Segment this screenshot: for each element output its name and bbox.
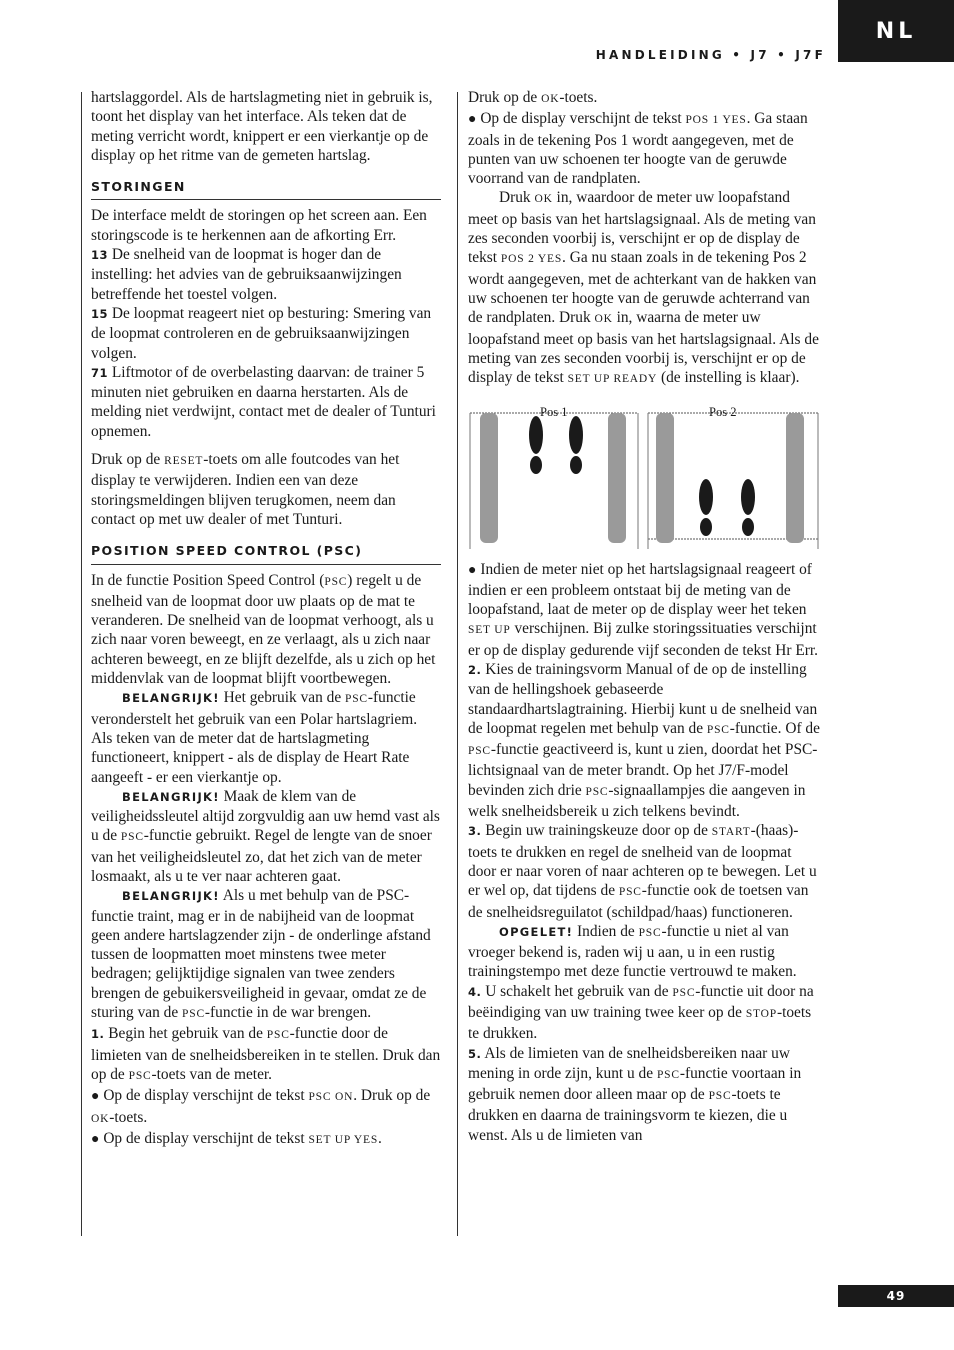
key-name: PSC — [706, 723, 730, 736]
text: Maak de klem van de veiligheidssleutel altijd zorgvuldig aan uw hemd vast als u de — [91, 787, 440, 845]
step-5 — [468, 1044, 820, 1145]
text: verschijnen. Bij zulke storingssituaties verschijnt er op de display gedurende vijf seconden de tekst Hr Err. — [468, 620, 819, 659]
display-text: PSC ON — [308, 1091, 354, 1104]
text: Druk op de — [468, 89, 542, 106]
bullet-icon: ● — [91, 1089, 100, 1105]
text: -functie geactiveerd is, kunt u zien, doordat het PSC-lichtsignaal van de meter brandt. Op het J7/F-model bevinden zich drie — [468, 741, 818, 799]
step-4 — [468, 982, 820, 1044]
bullet-item — [468, 560, 820, 659]
step-number: 5. — [468, 1046, 482, 1061]
section-heading-psc: POSITION SPEED CONTROL (PSC) — [91, 541, 441, 564]
text: Begin uw trainingskeuze door op de — [481, 822, 712, 840]
key-name: PSC — [656, 1068, 680, 1081]
paragraph: De interface meldt de storingen op het screen aan. Een storingscode is te herkennen aan de afkorting Err. — [91, 207, 427, 244]
key-name: PSC — [468, 745, 491, 758]
text: -functie door de limieten van de snelheidsbereiken in te stellen. Druk dan op de — [91, 1025, 441, 1083]
display-text: POS 1 YES — [685, 114, 747, 127]
column-rule-middle — [457, 92, 458, 1236]
step-number: 1. — [91, 1027, 105, 1042]
bullet-icon: ● — [91, 1131, 100, 1147]
text: In de functie Position Speed Control ( — [91, 571, 325, 589]
text: -functie. Of de — [729, 719, 820, 737]
language-tab: NL — [838, 0, 954, 62]
key-name: PSC — [672, 986, 696, 999]
text: U schakelt het gebruik van de — [481, 982, 673, 1000]
text: -functie veronderstelt het gebruik van een Polar hartslagriem. Als teken van de meter dat de hartslagmeting functioneert, knippert - als de display de Heart Rate aangeeft - er een vierkantje op. — [91, 689, 418, 786]
error-text: Liftmotor of de overbelasting daarvan: de trainer 5 minuten niet gebruiken en daarna herstarten. Als de melding niet verdwijnt, contact met de dealer of Tunturi opnemen. — [91, 363, 436, 440]
step-2 — [468, 660, 820, 821]
step-3 — [468, 821, 820, 921]
error-text: De loopmat reageert niet op besturing: Smering van de loopmat controleren en de gebruiksaanwijzingen volgen. — [91, 304, 432, 362]
notice-tag: BELANGRIJK! — [122, 889, 220, 904]
display-text: SET UP READY — [567, 373, 658, 386]
bullet-item — [91, 1129, 441, 1150]
left-column — [91, 88, 441, 1150]
error-item-13 — [91, 245, 441, 304]
paragraph — [468, 88, 820, 109]
paragraph: hartslaggordel. Als de hartslagmeting niet in gebruik is, toont het display van het interface. Als teken dat de meting verricht wordt, knippert er een vierkantje op de display op het ritme van de gemeten hartslag. — [91, 89, 433, 164]
step-number: 4. — [468, 984, 482, 999]
bullet-item — [468, 109, 820, 188]
text: -functie in de war brengen. — [204, 1004, 372, 1022]
text: Het gebruik van de — [219, 689, 346, 707]
error-code: 15 — [91, 306, 109, 321]
key-name: OK — [534, 193, 553, 206]
text: -toets te drukken. — [468, 1003, 812, 1043]
notice-tag: BELANGRIJK! — [122, 789, 220, 804]
text: . Druk op de — [353, 1087, 431, 1105]
text: -functie ook de toetsen van de snelheidsreguilatot (schildpad/haas) functioneren. — [468, 882, 809, 921]
paragraph — [91, 450, 441, 529]
text: -toets. — [109, 1108, 148, 1126]
key-name: OK — [541, 93, 560, 105]
key-name: PSC — [128, 1069, 152, 1082]
bullet-icon: ● — [468, 563, 477, 579]
key-name: PSC — [120, 831, 144, 844]
column-rule-left — [81, 92, 82, 1236]
manual-title: HANDLEIDING • J7 • J7F — [595, 48, 826, 62]
key-name: PSC — [708, 1090, 732, 1103]
error-code: 13 — [91, 248, 109, 263]
step-number: 3. — [468, 824, 482, 839]
text: Op de display verschijnt de tekst — [99, 1087, 309, 1105]
text: -toets te drukken en daarna de trainingsvorm te kiezen, die u wenst. Als u de limieten van — [468, 1086, 788, 1144]
key-name: OK — [594, 313, 613, 326]
text: -functie u niet al van vroeger bekend is, raden wij u aan, u in een rustig trainingstempo met deze functie vertrouwd te maken. — [468, 922, 797, 981]
text: . Ga nu staan zoals in de tekening Pos 2 wordt aangegeven, met de achterkant van de hakken van uw schoenen ter hoogte van de geruwde achterrand van de randplaten. Druk — [468, 249, 817, 327]
text: -toets van de meter. — [151, 1065, 273, 1083]
text: -(haas)-toets te drukken en regel de snelheid van de loopmat door er naar voren of naar achteren op te bewegen. Let u er wel op, dat tijdens de — [468, 822, 817, 900]
bullet-icon: ● — [468, 112, 477, 128]
display-text: SET UP YES — [308, 1133, 379, 1146]
text: Druk — [499, 189, 535, 207]
section-heading-storingen: STORINGEN — [91, 177, 441, 200]
text: . Ga staan zoals in de tekening Pos 1 wordt aangegeven, met de punten van uw schoenen ter hoogte van de geruwde voorrand van de randplaten. — [468, 110, 808, 188]
text: (de instelling is klaar). — [657, 369, 800, 387]
text: Druk op de — [91, 451, 165, 469]
text: Indien de meter niet op het hartslagsignaal reageert of indien er een probleem ontstaat bij de meting van de loopafstand, laat de meter op de display weer het teken — [468, 561, 812, 619]
text: -signaallampjes die aangeven in welk snelheidsbereik u zich telkens bevindt. — [468, 781, 806, 821]
text: ) regelt u de snelheid van de loopmat door uw plaats op de mat te veranderen. De snelheid van de loopmat verhoogt, als u zich naar voren beweegt, en ze verlaagt, als u zich naar achteren beweegt, en ze blijft dezelfde, als u zich op het middenvlak van de loopmat blijft voortbewegen. — [91, 571, 436, 688]
error-text: De snelheid van de loopmat is hoger dan de instelling: het advies van de gebruiksaanwijzingen betreffende het toestel volgen. — [91, 246, 402, 303]
notice-tag: OPGELET! — [499, 924, 574, 939]
key-name: PSC — [266, 1029, 290, 1042]
display-text: POS 2 YES — [500, 253, 563, 266]
key-name: PSC — [345, 693, 368, 706]
key-name: STOP — [745, 1007, 777, 1020]
text: Kies de trainingsvorm Manual of de op de instelling van de hellingshoek gebaseerde standaardhartslagtraining. Hierbij kunt u de snelheid van de loopmat regelen met behulp van de — [468, 660, 818, 737]
text: Als de limieten van de snelheidsbereiken naar uw mening in orde zijn, kunt u de — [468, 1044, 790, 1082]
text: -functie uit door na beëindiging van uw training twee keer op de — [468, 982, 814, 1021]
text: -functie gebruikt. Regel de lengte van de snoer van het veiligheidsleutel zo, dat het zich van de meter losmaakt, als u te ver naar achteren gaat. — [91, 827, 432, 885]
position-figure — [468, 399, 820, 551]
notice-tag: BELANGRIJK! — [122, 691, 220, 706]
key-name: PSC — [585, 785, 609, 798]
notice-paragraph — [91, 787, 441, 886]
text: Indien de — [573, 922, 639, 940]
figure-label-pos1: Pos 1 — [540, 405, 568, 420]
right-column — [468, 88, 820, 1145]
error-item-71 — [91, 363, 441, 441]
text: Begin het gebruik van de — [104, 1025, 267, 1043]
key-name: PSC — [324, 575, 348, 588]
display-text: SET UP — [468, 624, 511, 637]
key-name: PSC — [638, 926, 662, 939]
error-item-15 — [91, 304, 441, 363]
page-number: 49 — [838, 1285, 954, 1307]
text: -toets om alle foutcodes van het display te verwijderen. Indien een van deze storingsmeldingen blijven terugkomen, neem dan contact op met uw dealer of met Tunturi. — [91, 451, 400, 528]
text: in, waardoor de meter uw loopafstand meet op basis van het hartslagsignaal. Als de meting van zes seconden voorbij is, verschijnt er op de display de tekst — [468, 189, 816, 267]
key-name: OK — [91, 1112, 110, 1125]
step-1 — [91, 1024, 441, 1086]
text: Als u met behulp van de PSC-functie traint, mag er in de nabijheid van de loopmat geen andere hartslagzender zijn - de onderlinge afstand tussen de loopmatten moet minstens twee meter bedragen; gelijktijdige signalen van twee zenders brengen de gebuikersveiligheid in gevaar, omdat ze de sturing van de — [91, 887, 431, 1022]
notice-paragraph — [91, 688, 441, 786]
paragraph — [91, 571, 441, 689]
text: -functie voortaan in gebruik nemen door alleen maar op de — [468, 1064, 802, 1104]
key-name: PSC — [618, 886, 642, 899]
figure-label-pos2: Pos 2 — [709, 405, 737, 420]
error-code: 71 — [91, 365, 109, 380]
key-name: RESET — [164, 455, 204, 468]
bullet-item — [91, 1086, 441, 1129]
notice-paragraph — [468, 922, 820, 982]
text: -toets. — [559, 89, 598, 106]
key-name: PSC — [182, 1008, 205, 1021]
text: . — [378, 1129, 382, 1147]
text: Op de display verschijnt de tekst — [99, 1129, 309, 1147]
notice-paragraph — [91, 886, 441, 1024]
position-illustration — [468, 399, 820, 551]
key-name: START — [711, 826, 751, 839]
text: Op de display verschijnt de tekst — [476, 110, 686, 128]
step-number: 2. — [468, 662, 482, 677]
text: in, waarna de meter uw loopafstand meet op basis van het hartslagsignaal. Als de meting van zes seconden voorbij is, verschijnt er op de display de tekst — [468, 309, 819, 387]
paragraph — [468, 188, 820, 389]
